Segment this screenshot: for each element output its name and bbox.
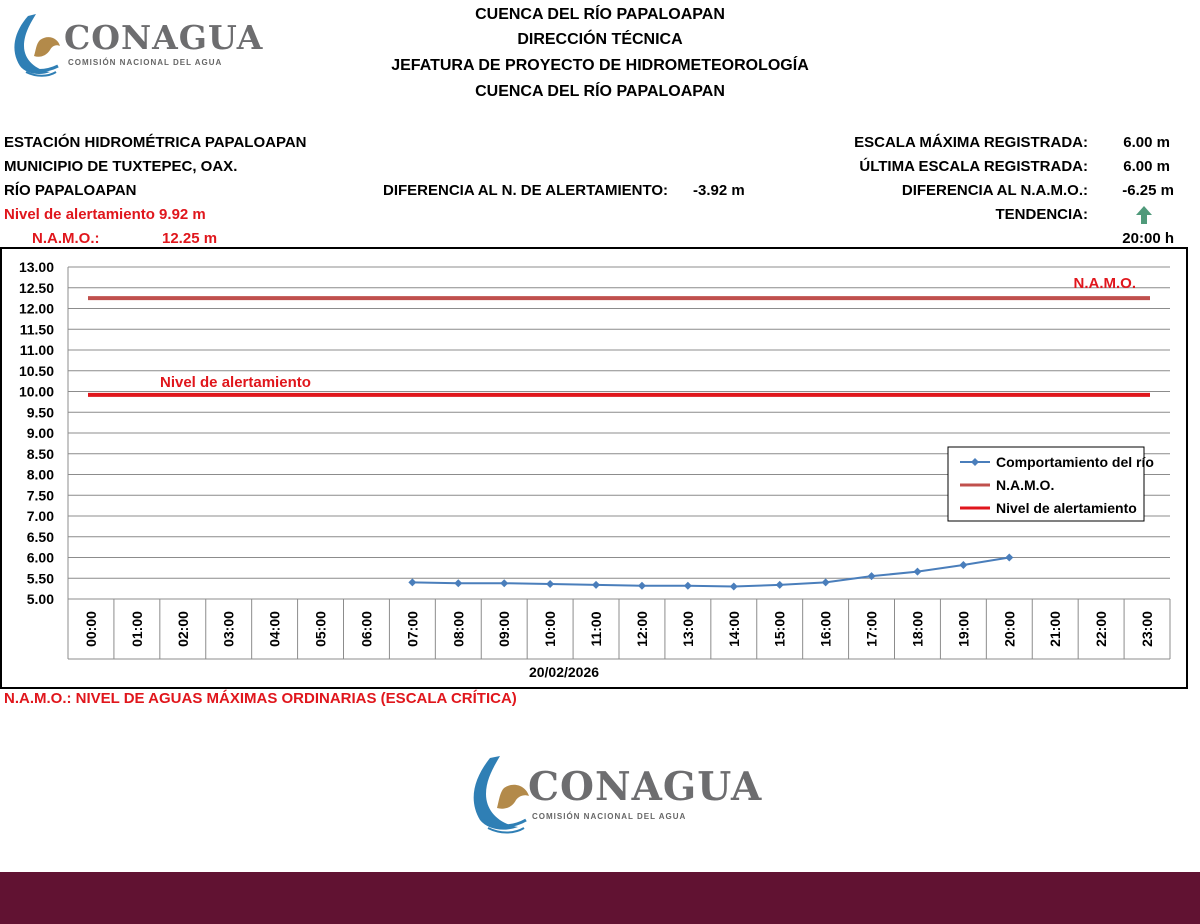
namo-diff-value: -6.25 m [1122,182,1174,199]
river-data-point [500,579,508,587]
legend-label: Comportamiento del río [996,454,1154,470]
river-data-point [868,572,876,580]
last-scale-label: ÚLTIMA ESCALA REGISTRADA: [859,158,1088,175]
legend-label: N.A.M.O. [996,477,1055,493]
x-tick-label: 11:00 [588,611,605,647]
namo-label: N.A.M.O.: [32,230,100,247]
y-tick-label: 5.00 [26,591,54,607]
legend-label: Nivel de alertamiento [996,500,1137,516]
x-tick-label: 10:00 [542,611,559,647]
river-data-point [592,581,600,589]
y-tick-label: 11.50 [19,321,54,338]
header-line-1: CUENCA DEL RÍO PAPALOAPAN [475,6,725,23]
alert-level-label: Nivel de alertamiento 9.92 m [4,206,206,223]
y-tick-label: 6.50 [26,528,54,545]
x-tick-label: 23:00 [1139,611,1156,647]
logo-subtitle: COMISIÓN NACIONAL DEL AGUA [532,812,687,821]
x-tick-label: 03:00 [220,611,237,647]
x-tick-label: 19:00 [955,611,972,647]
river-data-point [959,561,967,569]
river-data-point [913,568,921,576]
x-tick-label: 21:00 [1047,611,1064,647]
x-tick-label: 02:00 [174,611,191,647]
river-data-point [638,582,646,590]
river-data-point [730,583,738,591]
water-drop-logo-icon [464,752,536,836]
y-tick-label: 9.50 [26,404,54,421]
station-municipality: MUNICIPIO DE TUXTEPEC, OAX. [4,158,238,175]
river-data-point [822,578,830,586]
y-tick-label: 12.00 [18,300,54,317]
river-data-point [546,580,554,588]
x-tick-label: 20:00 [1001,611,1018,647]
header-line-3: JEFATURA DE PROYECTO DE HIDROMETEOROLOGÍA [391,57,809,74]
header-line-4: CUENCA DEL RÍO PAPALOAPAN [475,83,725,100]
namo-diff-label: DIFERENCIA AL N.A.M.O.: [901,182,1088,199]
x-tick-label: 12:00 [633,611,650,647]
river-data-point [1005,554,1013,562]
x-tick-label: 06:00 [358,611,375,647]
x-tick-label: 14:00 [725,611,742,647]
y-tick-label: 7.00 [26,508,54,524]
namo-value: 12.25 m [162,230,218,247]
y-tick-label: 10.00 [18,383,54,400]
x-tick-label: 01:00 [128,611,145,647]
y-tick-label: 10.50 [18,362,54,379]
river-data-point [776,581,784,589]
max-scale-value: 6.00 m [1123,134,1170,151]
x-tick-label: 22:00 [1093,611,1110,647]
x-tick-label: 18:00 [909,611,926,647]
conagua-logo-bottom [464,752,763,838]
arrow-up-icon [1134,205,1154,225]
logo-subtitle: COMISIÓN NACIONAL DEL AGUA [68,58,223,67]
x-tick-label: 04:00 [266,611,283,647]
logo-wordmark: CONAGUA [64,18,264,57]
river-data-point [408,578,416,586]
footer-band [0,872,1200,924]
x-tick-label: 00:00 [82,611,99,647]
y-tick-label: 8.00 [26,466,54,483]
logo-wordmark: CONAGUA [528,764,763,810]
max-scale-label: ESCALA MÁXIMA REGISTRADA: [854,134,1088,151]
namo-annotation: N.A.M.O. [1073,275,1136,293]
namo-footnote: N.A.M.O.: NIVEL DE AGUAS MÁXIMAS ORDINARIAS (ESCALA CRÍTICA) [4,690,517,707]
station-name: ESTACIÓN HIDROMÉTRICA PAPALOAPAN [4,134,307,151]
x-tick-label: 17:00 [863,611,880,647]
header-line-2: DIRECCIÓN TÉCNICA [517,31,683,48]
x-tick-label: 15:00 [771,611,788,647]
x-tick-label: 07:00 [404,611,421,647]
alert-annotation: Nivel de alertamiento [160,373,311,391]
x-tick-label: 16:00 [817,611,834,647]
y-tick-label: 13.00 [18,259,54,275]
alert-diff-label: DIFERENCIA AL N. DE ALERTAMIENTO: [383,182,668,199]
chart-frame [0,247,1188,689]
x-tick-label: 09:00 [496,611,513,647]
station-river: RÍO PAPALOAPAN [4,182,137,199]
last-scale-value: 6.00 m [1123,158,1170,175]
y-tick-label: 6.00 [26,549,54,566]
x-tick-label: 05:00 [312,611,329,647]
y-tick-label: 8.50 [26,445,54,462]
x-tick-label: 13:00 [679,611,696,647]
river-data-point [684,582,692,590]
alert-diff-value: -3.92 m [693,182,745,199]
y-tick-label: 7.50 [26,487,54,504]
x-tick-label: 08:00 [450,611,467,647]
y-tick-label: 11.00 [19,342,54,358]
trend-label: TENDENCIA: [995,206,1088,223]
river-data-point [454,579,462,587]
river-level-chart [2,249,1186,687]
y-tick-label: 12.50 [18,279,54,296]
x-axis-label: 20/02/2026 [528,664,600,680]
y-tick-label: 5.50 [26,570,54,587]
report-time: 20:00 h [1122,230,1174,247]
y-tick-label: 9.00 [26,425,54,441]
